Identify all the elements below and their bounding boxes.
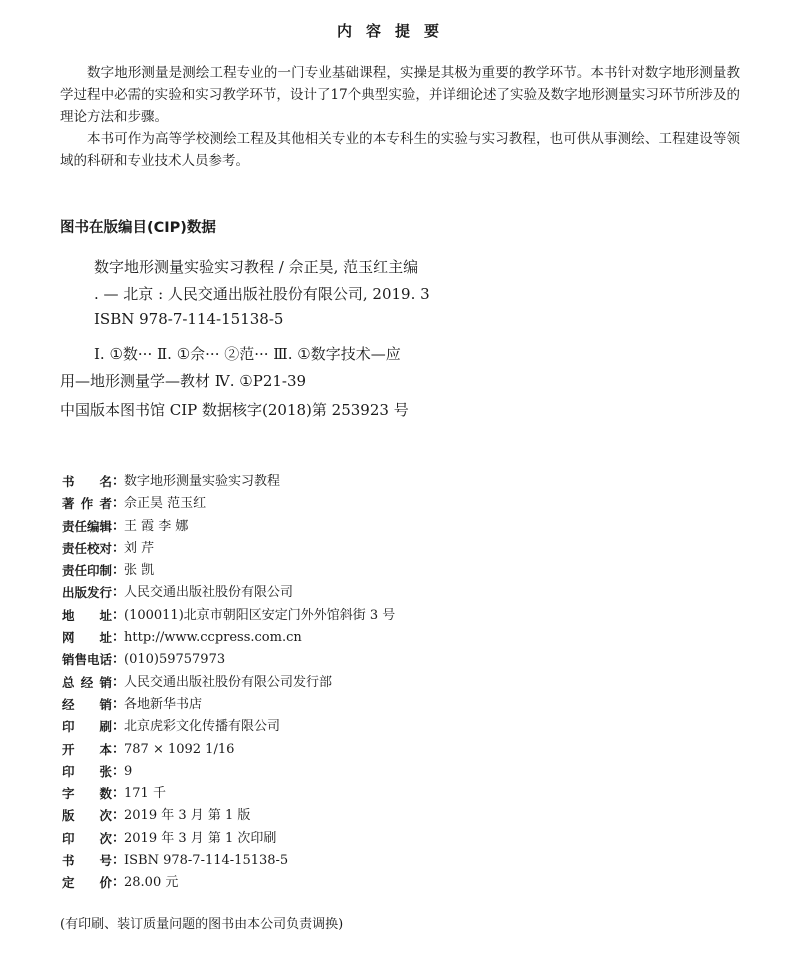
cip-line-publisher: . — 北京 : 人民交通出版社股份有限公司, 2019. 3: [94, 285, 430, 303]
pub-row-proofreader: 责任校对 ： 刘 芹: [62, 540, 155, 556]
publication-info-list: [62, 471, 742, 895]
pub-row-authors: 著作者 ： 佘正昊 范玉红: [62, 496, 207, 512]
summary-paragraph-1: 数字地形测量是测绘工程专业的一门专业基础课程，实操是其极为重要的教学环节。本书针对数字地形测量教学过程中必需的实验和实习教学环节，设计了17个典型实验，并详细论述了实验及数字地形测量实习环节所涉及的理论方法和步骤。: [60, 65, 740, 125]
pub-row-publisher: 出版发行 ： 人民交通出版社股份有限公司: [62, 585, 294, 601]
pub-row-format: 开本 ： 787 × 1092 1/16: [62, 741, 235, 757]
pub-row-website: 网址 ： http://www.ccpress.com.cn: [62, 630, 302, 646]
cip-line-isbn: ISBN 978-7-114-15138-5: [94, 310, 284, 328]
pub-row-sheets: 印张 ： 9: [62, 763, 133, 779]
cip-line-classification-cont: 用—地形测量学—教材 Ⅳ. ①P21-39: [60, 372, 307, 390]
quality-note: (有印刷、装订质量问题的图书由本公司负责调换): [60, 917, 344, 932]
pub-row-price: 定价 ： 28.00 元: [62, 875, 179, 891]
pub-row-print-supervisor: 责任印制 ： 张 凯: [62, 563, 155, 579]
pub-row-title: 书名 ： 数字地形测量实验实习教程: [62, 474, 281, 489]
pub-row-printing: 印次 ： 2019 年 3 月 第 1 次印刷: [62, 830, 277, 846]
cip-line-classification: Ⅰ. ①数··· Ⅱ. ①佘··· ②范··· Ⅲ. ①数字技术—应: [94, 345, 401, 363]
pub-row-sales-phone: 销售电话 ： (010)59757973: [62, 652, 226, 668]
pub-row-printer: 印刷 ： 北京虎彩文化传播有限公司: [62, 719, 281, 735]
summary-paragraph-2: 本书可作为高等学校测绘工程及其他相关专业的本专科生的实验与实习教程，也可供从事测绘、工程建设等领域的科研和专业技术人员参考。: [60, 131, 740, 169]
pub-row-editors: 责任编辑 ： 王 霞 李 娜: [62, 518, 189, 534]
cip-line-record-number: 中国版本图书馆 CIP 数据核字(2018)第 253923 号: [60, 401, 409, 419]
pub-row-word-count: 字数 ： 171 千: [62, 786, 166, 802]
cip-line-title: 数字地形测量实验实习教程 / 佘正昊, 范玉红主编: [94, 258, 419, 276]
cip-heading: 图书在版编目(CIP)数据: [60, 220, 216, 236]
pub-row-address: 地址 ： (100011)北京市朝阳区安定门外外馆斜街 3 号: [62, 607, 396, 623]
pub-row-general-distributor: 总经销 ： 人民交通出版社股份有限公司发行部: [62, 674, 333, 690]
summary-title: 内容提要: [336, 22, 453, 40]
summary-body: [60, 62, 740, 172]
pub-row-distributor: 经销 ： 各地新华书店: [62, 696, 203, 712]
pub-row-book-number: 书号 ： ISBN 978-7-114-15138-5: [62, 853, 289, 869]
pub-row-edition: 版次 ： 2019 年 3 月 第 1 版: [62, 808, 251, 824]
